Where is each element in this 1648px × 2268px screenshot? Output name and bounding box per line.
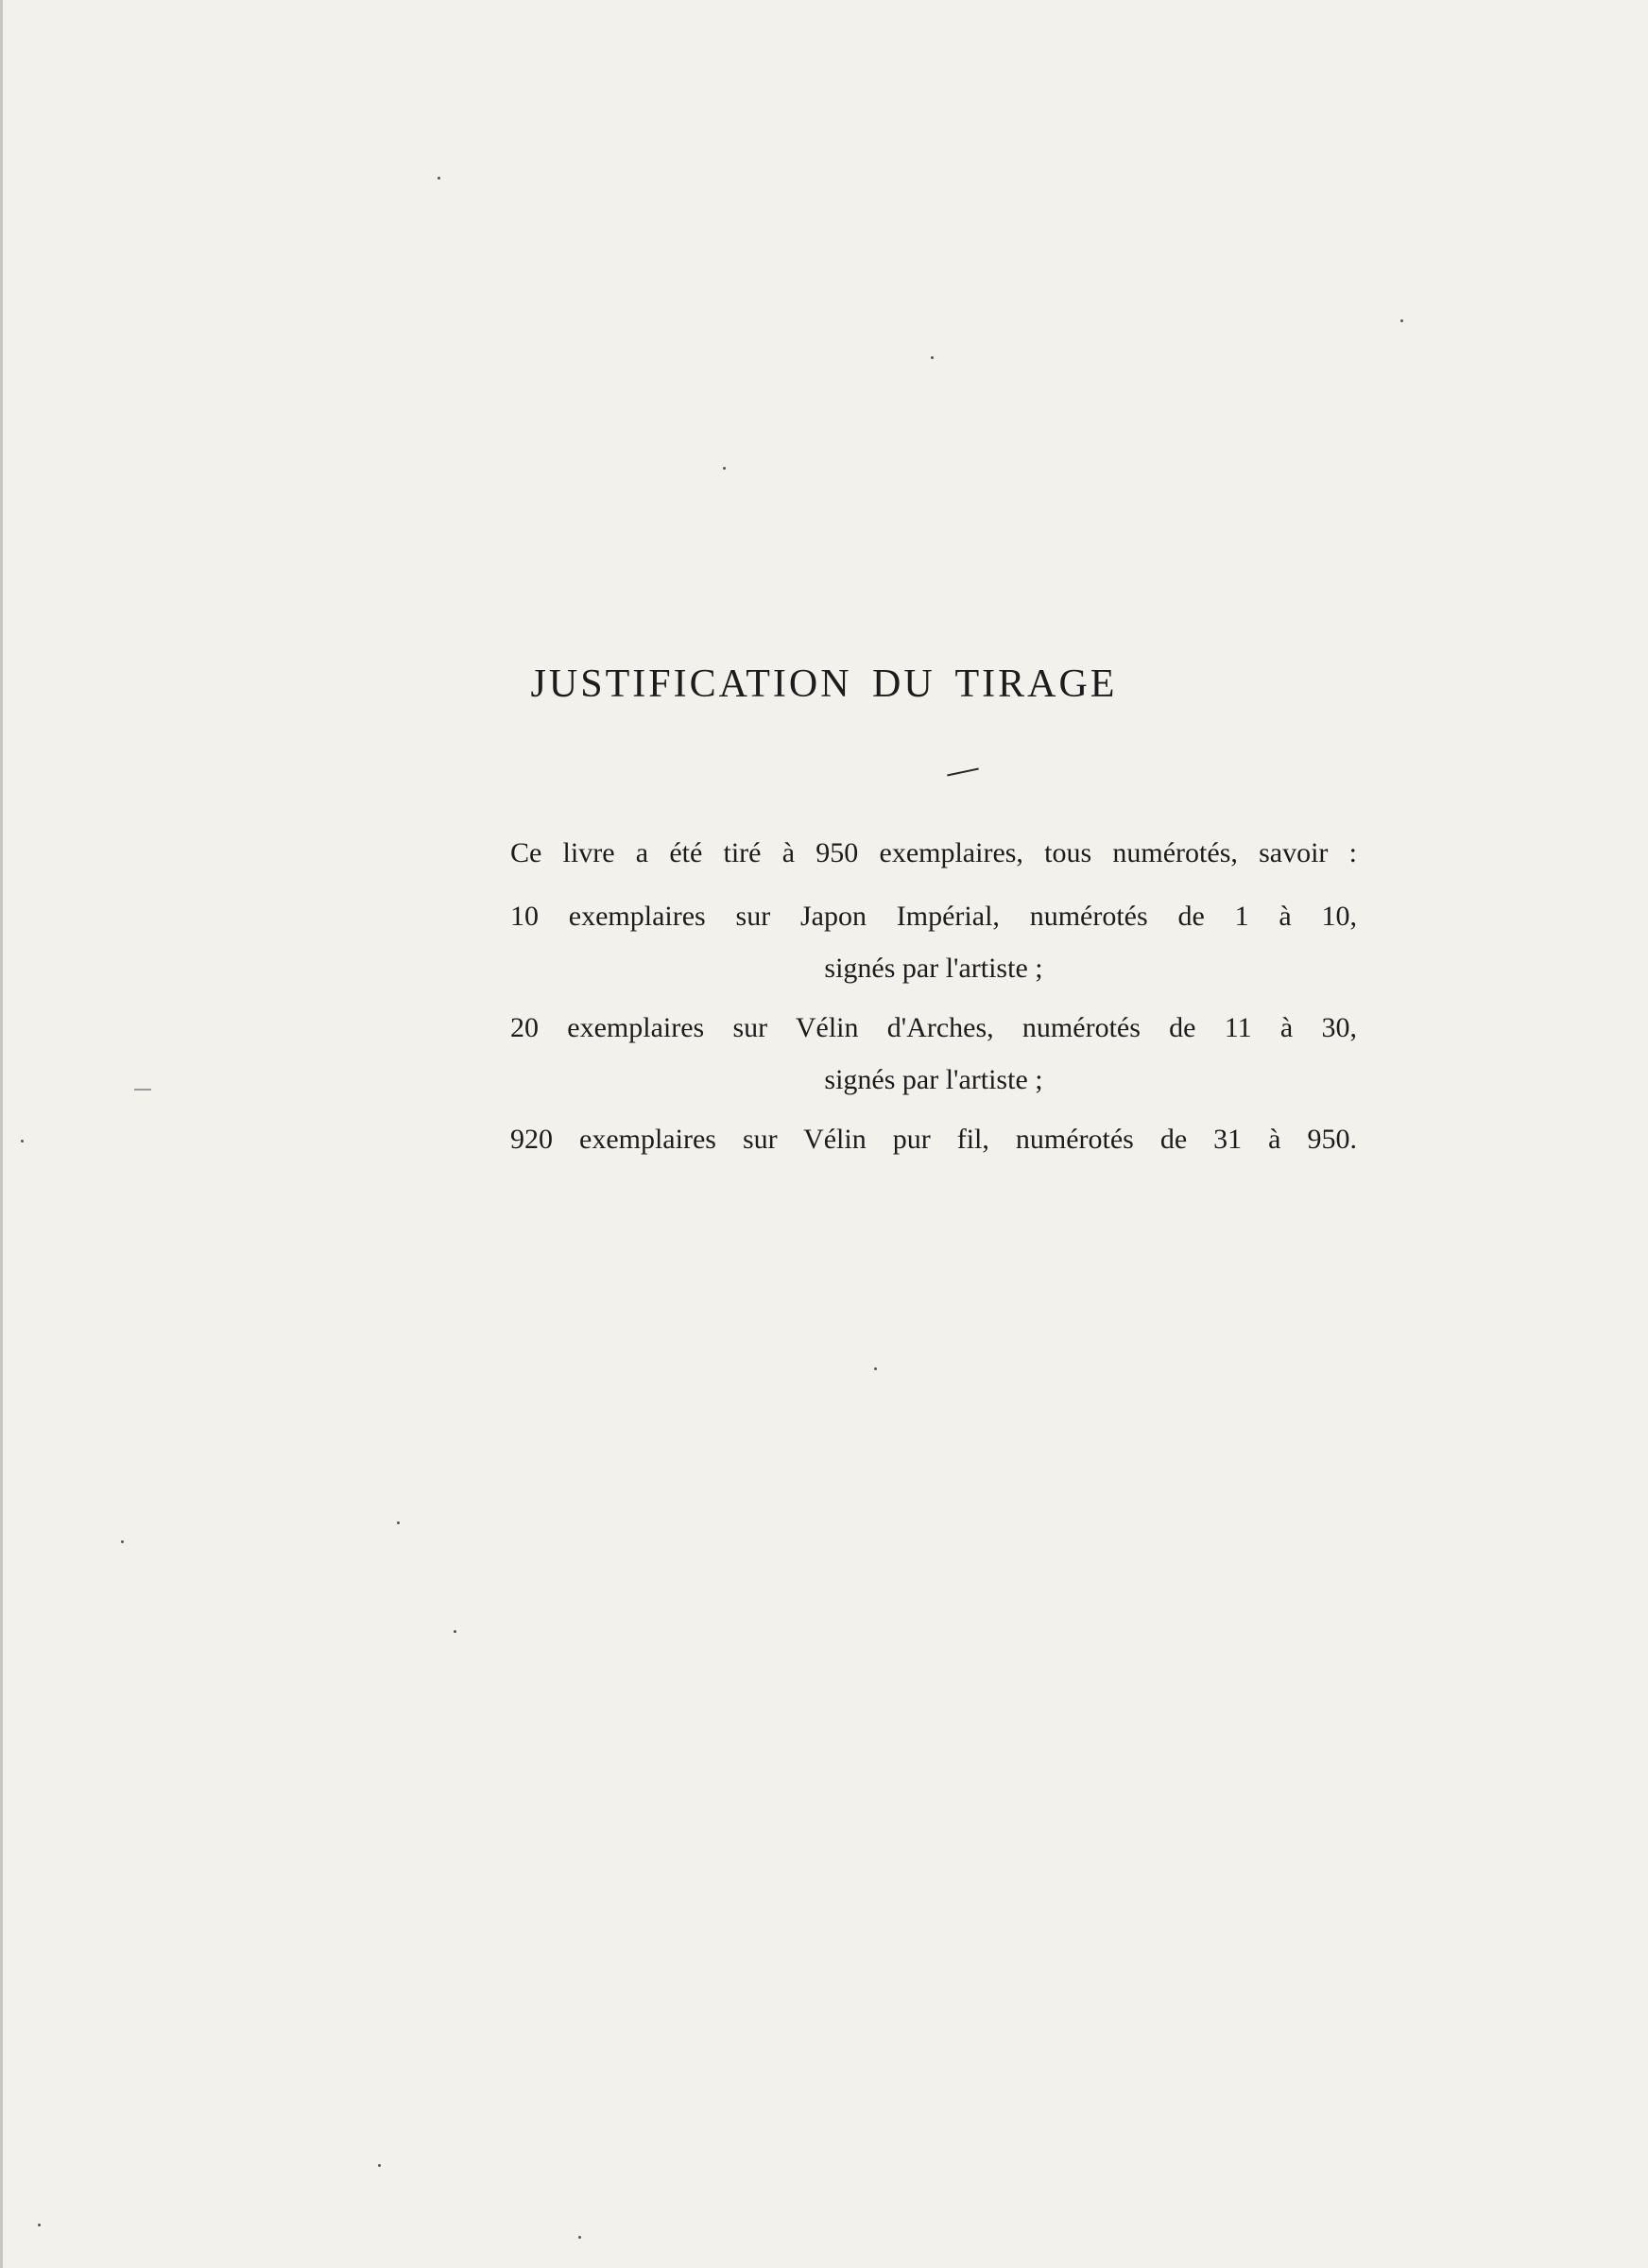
- page-title: JUSTIFICATION DU TIRAGE: [530, 662, 1118, 706]
- scan-speck: [578, 2236, 581, 2239]
- scan-speck: [134, 1089, 151, 1091]
- edition-line-pur-fil: 920 exemplaires sur Vélin pur fil, numérotés de 31 à 950.: [510, 1124, 1357, 1155]
- scan-speck: [438, 177, 440, 180]
- page-edge: [0, 0, 3, 2268]
- scan-speck: [1400, 319, 1403, 322]
- scan-speck: [723, 467, 726, 470]
- signature-note-japon: signés par l'artiste ;: [824, 953, 1043, 984]
- ornament-dash: [947, 767, 979, 776]
- scan-speck: [454, 1630, 456, 1633]
- scan-speck: [397, 1521, 400, 1524]
- scan-speck: [21, 1140, 24, 1143]
- scan-speck: [121, 1540, 124, 1543]
- scan-speck: [931, 356, 934, 359]
- signature-note-arches: signés par l'artiste ;: [824, 1064, 1043, 1095]
- scan-speck: [874, 1367, 877, 1370]
- scan-speck: [378, 2164, 381, 2167]
- scan-speck: [38, 2224, 41, 2226]
- edition-line-japon: 10 exemplaires sur Japon Impérial, numérotés de 1 à 10,: [510, 901, 1357, 932]
- edition-line-arches: 20 exemplaires sur Vélin d'Arches, numérotés de 11 à 30,: [510, 1012, 1357, 1043]
- intro-line: Ce livre a été tiré à 950 exemplaires, tous numérotés, savoir :: [510, 837, 1357, 868]
